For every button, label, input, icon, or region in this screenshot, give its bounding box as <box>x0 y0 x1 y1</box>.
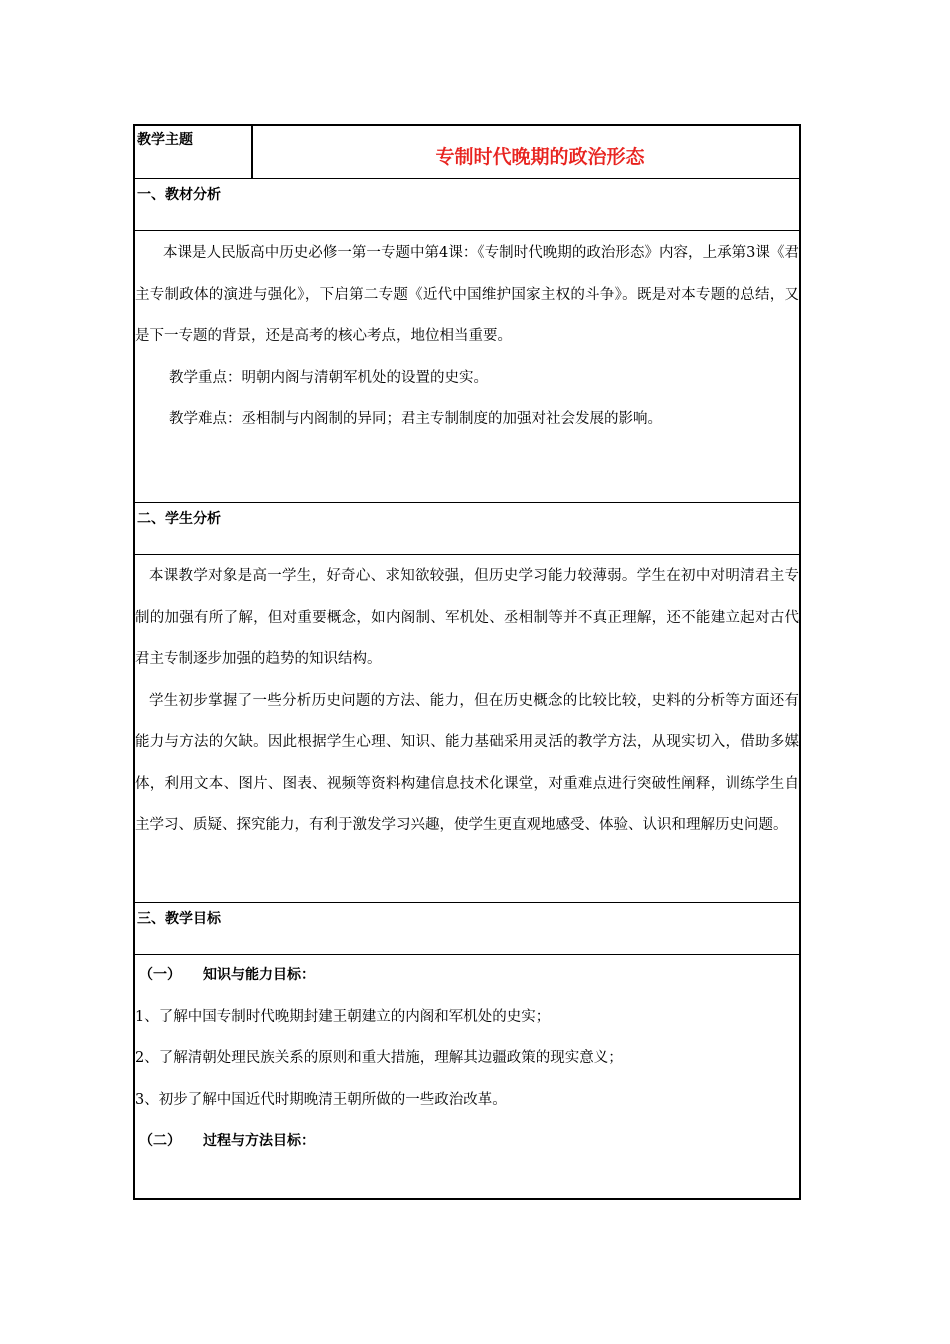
topic-label: 教学主题 <box>135 126 253 178</box>
goals-subheading-2-num: （二） <box>139 1133 181 1149</box>
student-paragraph-2: 学生初步掌握了一些分析历史问题的方法、能力，但在历史概念的比较比较，史料的分析等方面还有能力与方法的欠缺。因此根据学生心理、知识、能力基础采用灵活的教学方法，从现实切入，借助多媒体，利用文本、图片、图表、视频等资料构建信息技术化课堂，对重难点进行突破性阐释，训练学生自主学习、质疑、探究能力，有利于激发学习兴趣，使学生更直观地感受、体验、认识和理解历史问题。 <box>135 692 799 833</box>
title-row <box>135 126 799 179</box>
goals-subheading-1-title: 知识与能力目标： <box>203 967 315 983</box>
key-point: 教学重点：明朝内阁与清朝军机处的设置的史实。 <box>169 369 488 386</box>
student-analysis-heading: 二、学生分析 <box>135 503 799 555</box>
goal-item-2: 2、了解清朝处理民族关系的原则和重大措施，理解其边疆政策的现实意义； <box>135 1050 623 1066</box>
textbook-analysis-heading: 一、教材分析 <box>135 179 799 231</box>
goals-subheading-1-num: （一） <box>139 967 181 983</box>
teaching-goals-heading: 三、教学目标 <box>135 903 799 955</box>
goal-item-3: 3、初步了解中国近代时期晚清王朝所做的一些政治改革。 <box>135 1091 507 1108</box>
teaching-goals-body <box>135 955 799 1198</box>
lesson-plan-table <box>133 124 801 1200</box>
goals-subheading-1 <box>135 955 799 997</box>
goals-subheading-2-title: 过程与方法目标： <box>203 1133 315 1149</box>
textbook-paragraph: 本课是人民版高中历史必修一第一专题中第4课：《专制时代晚期的政治形态》内容，上承第3课《君主专制政体的演进与强化》，下启第二专题《近代中国维护国家主权的斗争》。既是对本专题的总结，又是下一专题的背景，还是高考的核心考点，地位相当重要。 <box>135 245 799 344</box>
student-paragraph-1: 本课教学对象是高一学生，好奇心、求知欲较强，但历史学习能力较薄弱。学生在初中对明清君主专制的加强有所了解，但对重要概念，如内阁制、军机处、丞相制等并不真正理解，还不能建立起对古代君主专制逐步加强的趋势的知识结构。 <box>135 568 799 667</box>
goals-subheading-2 <box>135 1121 799 1163</box>
lesson-title: 专制时代晚期的政治形态 <box>435 146 645 168</box>
student-analysis-body <box>135 555 799 903</box>
difficult-point: 教学难点：丞相制与内阁制的异同；君主专制制度的加强对社会发展的影响。 <box>169 411 662 427</box>
goal-item-1: 1、了解中国专制时代晚期封建王朝建立的内阁和军机处的史实； <box>135 1008 551 1025</box>
textbook-analysis-body <box>135 231 799 503</box>
